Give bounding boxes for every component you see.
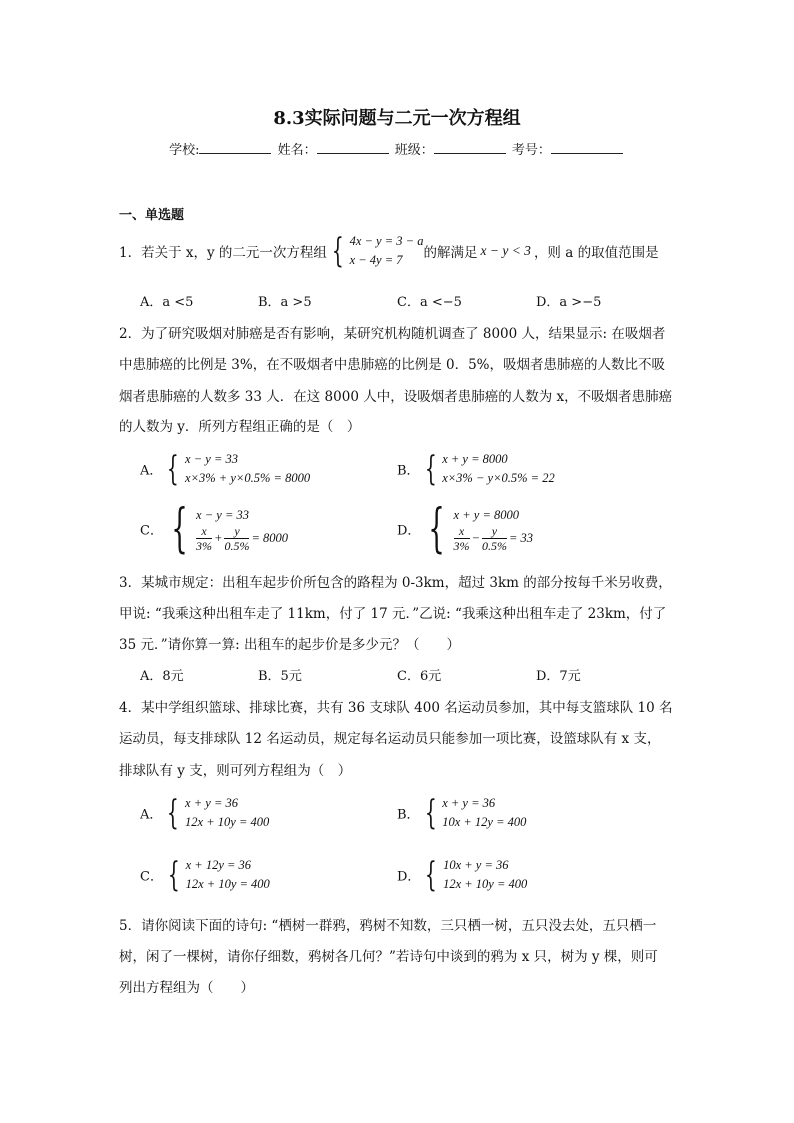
q2-c-eq1: x − y = 33 bbox=[196, 507, 250, 522]
q4-line-1: 4．某中学组织篮球、排球比赛，共有 36 支球队 400 名运动员参加，其中每支篮球队 10 名 bbox=[119, 700, 673, 716]
name-blank[interactable] bbox=[317, 142, 389, 154]
school-label: 学校: bbox=[169, 143, 200, 158]
question-1 bbox=[119, 232, 659, 270]
q4-b-eq1: x + y = 36 bbox=[442, 796, 496, 810]
page-title: 8.3实际问题与二元一次方程组 bbox=[273, 108, 521, 129]
q2-a-eq1: x − y = 33 bbox=[185, 452, 238, 466]
q3-line-3: 35 元．”请你算一算: 出租车的起步价是多少元？（ ） bbox=[119, 637, 460, 653]
q1-system: { 4x − y = 3 − a x − 4y = 7 bbox=[331, 231, 424, 271]
q2-a-eq2: x×3% + y×0.5% = 8000 bbox=[185, 471, 311, 485]
q2-option-c[interactable]: C． { x − y = 33 $\frac{x}{3\%}$ + $\frac{y}{0.5\%}$ = 8000 bbox=[140, 499, 289, 559]
q5-line-3: 列出方程组为（ ） bbox=[119, 980, 254, 996]
q3-option-a[interactable]: A．8元 bbox=[140, 669, 184, 684]
q3-line-1: 3．某城市规定：出租车起步价所包含的路程为 0-3km，超过 3km 的部分按每千米另收费， bbox=[119, 575, 672, 591]
q1-suffix: ，则 a 的取值范围是 bbox=[533, 245, 659, 261]
q2-line-4: 的人数为 y．所列方程组正确的是（ ） bbox=[119, 419, 361, 435]
q1-prefix: 1．若关于 x，y 的二元一次方程组 bbox=[119, 245, 327, 261]
q4-c-eq1: x + 12y = 36 bbox=[185, 858, 252, 872]
q4-option-a[interactable]: A． { x + y = 36 12x + 10y = 400 bbox=[140, 793, 270, 833]
q1-middle: 的解满足 bbox=[423, 245, 478, 261]
q1-condition: x − y < 3 bbox=[480, 243, 531, 258]
q1-option-a[interactable]: A．a <5 bbox=[140, 295, 194, 310]
q3-line-2: 甲说: “我乘这种出租车走了 11km，付了 17 元．”乙说: “我乘这种出租车走了 23km，付了 bbox=[119, 606, 667, 622]
q4-a-eq2: 12x + 10y = 400 bbox=[185, 815, 270, 829]
exam-no-blank[interactable] bbox=[551, 142, 623, 154]
student-info-line bbox=[0, 139, 794, 158]
q2-line-3: 烟者患肺癌的人数多 33 人．在这 8000 人中，设吸烟者患肺癌的人数为 x，不吸烟者患肺癌 bbox=[119, 389, 673, 405]
q1-eq2: x − 4y = 7 bbox=[349, 253, 403, 267]
q1-option-c[interactable]: C．a <−5 bbox=[397, 295, 462, 310]
q3-option-c[interactable]: C．6元 bbox=[397, 669, 442, 684]
q1-option-b[interactable]: B．a >5 bbox=[258, 295, 312, 310]
q4-a-eq1: x + y = 36 bbox=[185, 796, 238, 810]
q3-option-b[interactable]: B．5元 bbox=[258, 669, 302, 684]
q4-d-eq2: 12x + 10y = 400 bbox=[443, 877, 528, 891]
exam-no-label: 考号： bbox=[511, 143, 551, 158]
q2-line-1: 2．为了研究吸烟对肺癌是否有影响，某研究机构随机调查了 8000 人，结果显示: 在吸烟者 bbox=[119, 326, 666, 342]
q2-line-2: 中患肺癌的比例是 3%，在不吸烟者中患肺癌的比例是 0．5%，吸烟者患肺癌的人数比不吸 bbox=[119, 357, 666, 373]
q3-option-d[interactable]: D．7元 bbox=[536, 669, 581, 684]
q2-option-b[interactable]: B． { x + y = 8000 x×3% − y×0.5% = 22 bbox=[397, 449, 555, 489]
class-blank[interactable] bbox=[434, 142, 506, 154]
q1-eq1: 4x − y = 3 − a bbox=[349, 234, 424, 248]
q2-b-eq1: x + y = 8000 bbox=[442, 452, 508, 466]
q5-line-2: 树，闲了一棵树，请你仔细数，鸦树各几何？”若诗句中谈到的鸦为 x 只，树为 y 棵，则可 bbox=[119, 949, 658, 965]
class-label: 班级： bbox=[394, 143, 434, 158]
q4-d-eq1: 10x + y = 36 bbox=[443, 858, 509, 872]
q4-b-eq2: 10x + 12y = 400 bbox=[442, 815, 527, 829]
q2-b-eq2: x×3% − y×0.5% = 22 bbox=[442, 471, 555, 485]
q4-option-c[interactable]: C． { x + 12y = 36 12x + 10y = 400 bbox=[140, 855, 270, 895]
q5-line-1: 5．请你阅读下面的诗句: “栖树一群鸦，鸦树不知数，三只栖一树，五只没去处，五只栖一 bbox=[119, 918, 657, 934]
q4-option-d[interactable]: D． { 10x + y = 36 12x + 10y = 400 bbox=[397, 855, 528, 895]
q2-option-a[interactable]: A． { x − y = 33 x×3% + y×0.5% = 8000 bbox=[140, 449, 311, 489]
q4-line-2: 运动员，每支排球队 12 名运动员，规定每名运动员只能参加一项比赛，设篮球队有 x 支， bbox=[119, 731, 661, 747]
q1-option-d[interactable]: D．a >−5 bbox=[536, 295, 602, 310]
section-heading: 一、单选题 bbox=[119, 208, 185, 223]
q4-c-eq2: 12x + 10y = 400 bbox=[185, 877, 270, 891]
name-label: 姓名： bbox=[277, 143, 317, 158]
q2-option-d[interactable]: D． { x + y = 8000 $\frac{x}{3\%}$ − $\frac{y}{0.5\%}$ = 33 bbox=[397, 499, 534, 559]
q4-option-b[interactable]: B． { x + y = 36 10x + 12y = 400 bbox=[397, 793, 527, 833]
q2-d-eq1: x + y = 8000 bbox=[453, 507, 519, 522]
q4-line-3: 排球队有 y 支，则可列方程组为（ ） bbox=[119, 763, 352, 779]
school-blank[interactable] bbox=[199, 142, 271, 154]
